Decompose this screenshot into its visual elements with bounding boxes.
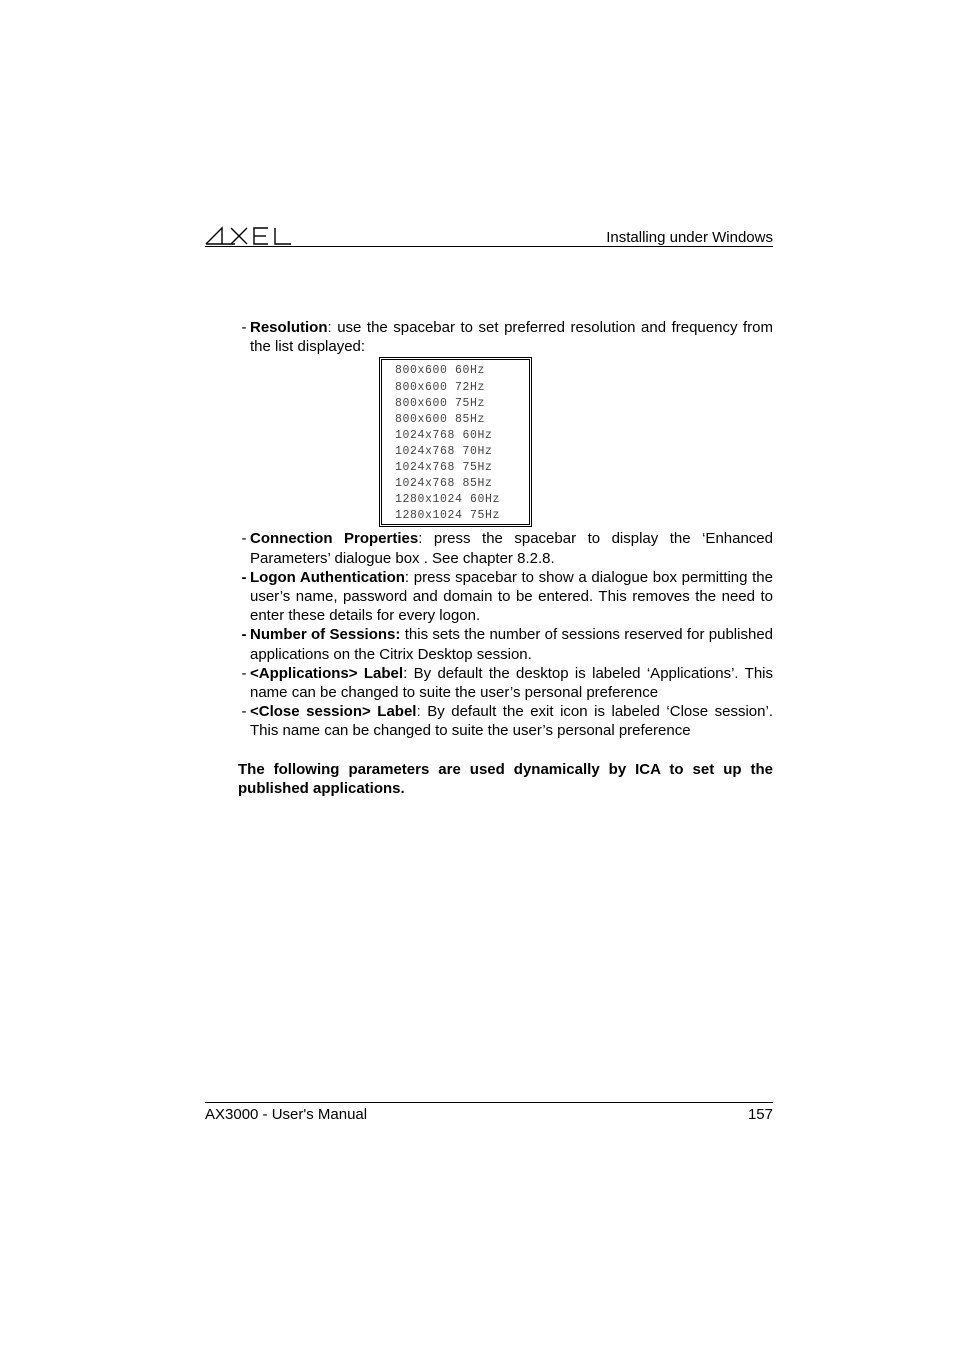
page-number: 157 (747, 1106, 773, 1123)
bullet-dash: - (241, 664, 247, 682)
item-description: : By default the desktop is labeled ‘Applications’. This name can be changed to suite the user’s personal preference (250, 664, 773, 701)
item-description: : use the spacebar to set preferred resolution and frequency from the list displayed: (250, 319, 773, 356)
resolution-option: 1280x1024 75Hz (395, 509, 501, 523)
axel-logo (205, 226, 291, 246)
item-term: <Applications> Label (250, 664, 404, 682)
item-term: <Close session> Label (250, 703, 417, 721)
resolution-option: 800x600 72Hz (395, 380, 486, 394)
item-term: Connection Properties (250, 530, 419, 548)
item-term: Resolution (250, 319, 328, 336)
page-footer (205, 1102, 773, 1123)
item-description: this sets the number of sessions reserved for published applications on the Citrix Desktop session. (250, 626, 773, 663)
header-title: Installing under Windows (606, 229, 773, 246)
bullet-dash: - (241, 319, 247, 336)
list-item-number-of-sessions (238, 625, 773, 663)
list-item-close-session-label (238, 702, 773, 740)
item-text (250, 664, 773, 702)
item-description: : press spacebar to show a dialogue box permitting the user’s name, password and domain to be entered. This removes the need to enter these details for every logon. (250, 568, 773, 625)
item-description: : By default the exit icon is labeled ‘Close session’. This name can be changed to suite the user’s personal preference (250, 703, 773, 740)
bullet-dash: - (241, 703, 247, 721)
manual-title: AX3000 - User's Manual (205, 1106, 368, 1123)
closing-paragraph: The following parameters are used dynamically by ICA to set up the published applications. (238, 760, 773, 797)
resolution-option: 1024x768 60Hz (395, 428, 493, 442)
item-term: Number of Sessions: (250, 626, 401, 644)
item-description: : press the spacebar to display the ‘Enhanced Parameters’ dialogue box . See chapter 8.2.8. (250, 530, 773, 567)
resolution-option: 1024x768 75Hz (395, 460, 493, 474)
item-text (250, 529, 773, 567)
list-item-resolution (238, 318, 773, 356)
bullet-dash: - (241, 568, 247, 586)
resolution-list (379, 357, 532, 527)
resolution-option: 1024x768 70Hz (395, 444, 493, 458)
resolution-option: 800x600 60Hz (395, 364, 486, 378)
bullet-dash: - (241, 530, 247, 548)
resolution-option: 800x600 75Hz (395, 396, 486, 410)
bullet-dash: - (241, 626, 247, 644)
page-header (205, 222, 773, 247)
item-text (250, 702, 773, 740)
list-item-connection-properties (238, 529, 773, 567)
item-text (250, 625, 773, 663)
main-content (238, 318, 773, 798)
item-term: Logon Authentication (250, 568, 405, 586)
resolution-option: 800x600 85Hz (395, 412, 486, 426)
resolution-option: 1024x768 85Hz (395, 477, 493, 491)
list-item-applications-label (238, 664, 773, 702)
item-text (250, 568, 773, 626)
list-item-logon-authentication (238, 568, 773, 626)
resolution-option: 1280x1024 60Hz (395, 493, 501, 507)
item-text (250, 318, 773, 356)
